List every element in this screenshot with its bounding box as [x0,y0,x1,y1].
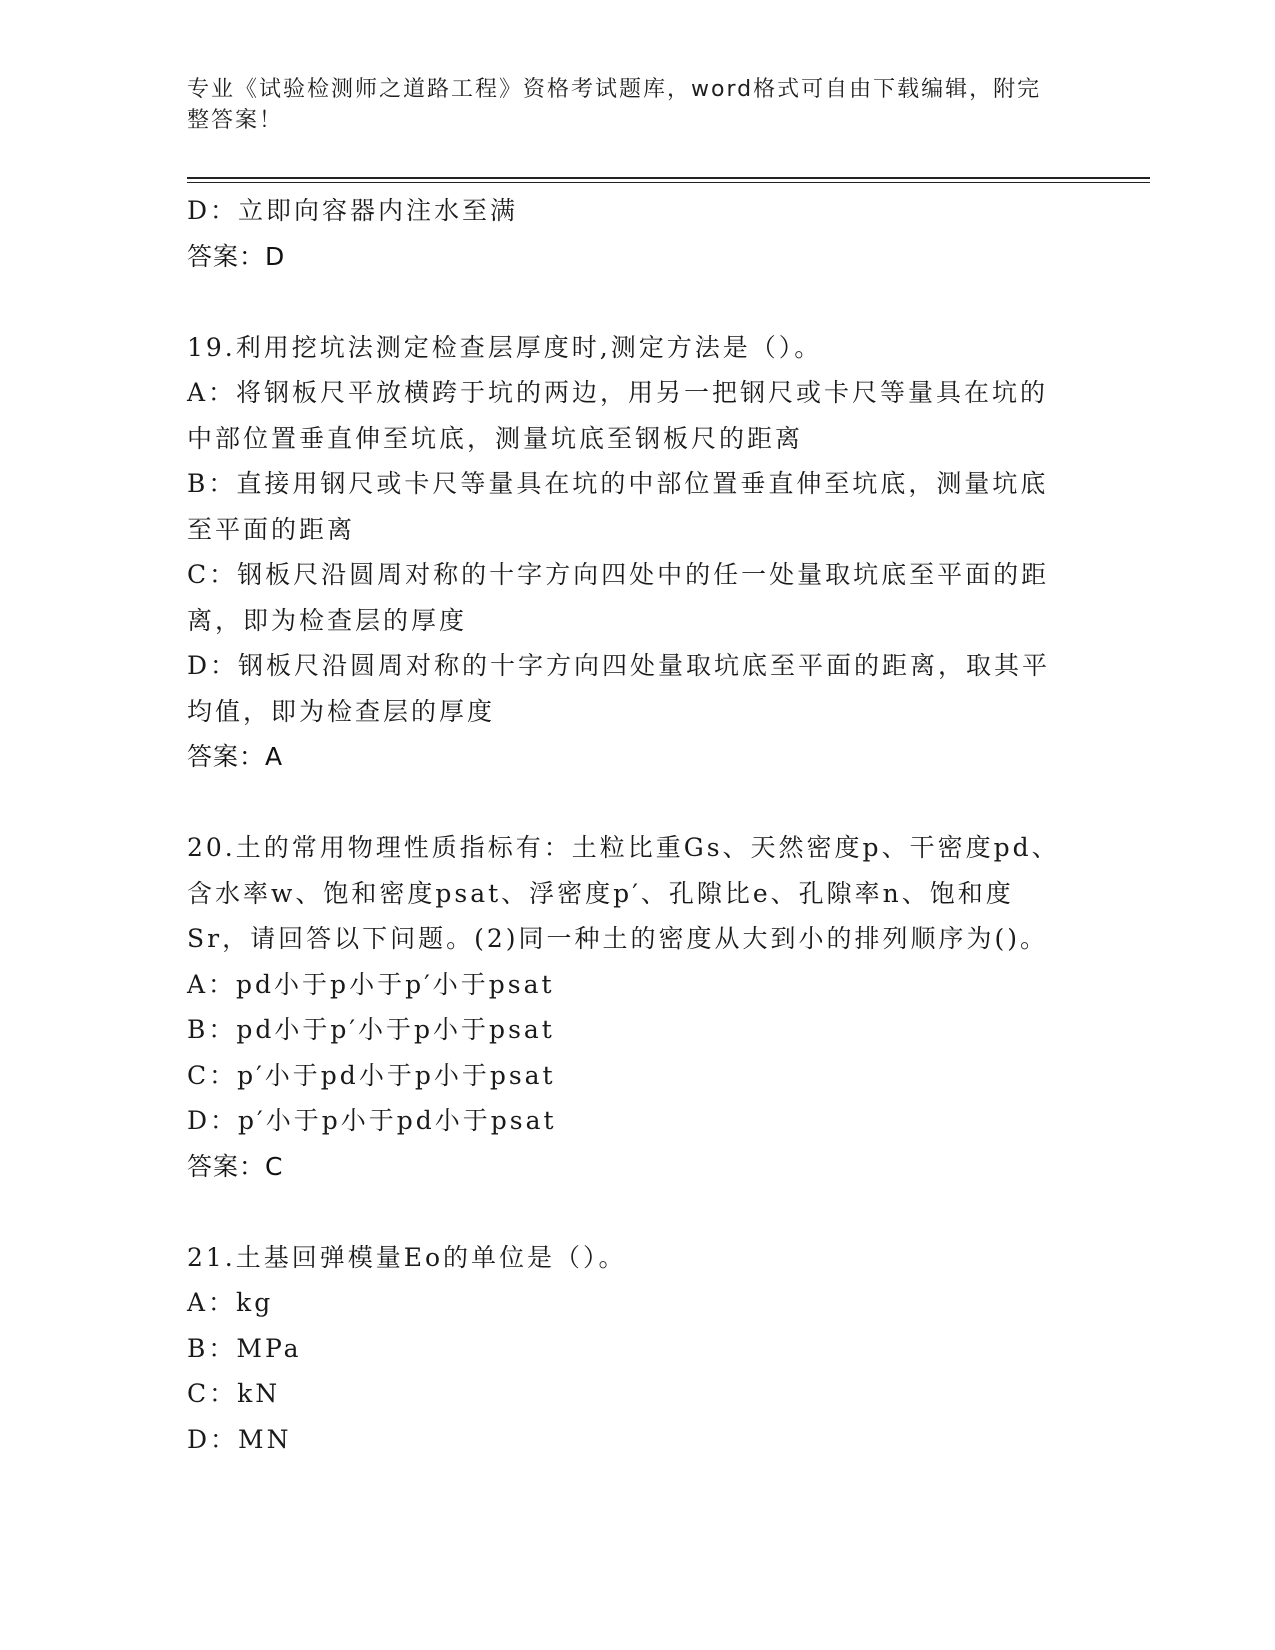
q19-option-b-line-2: 至平面的距离 [187,514,356,544]
q19-option-a-line-2: 中部位置垂直伸至坑底，测量坑底至钢板尺的距离 [187,423,804,453]
q21-stem: 21.土基回弹模量Eo的单位是（）。 [187,1242,627,1272]
header-note [187,74,1067,136]
header-note-line-2: 整答案！ [187,108,284,133]
question-body [187,188,1087,1462]
q20-option-d: D：p′小于p小于pd小于psat [187,1106,557,1135]
q21-option-c: C：kN [187,1379,281,1408]
q20-stem-line-2: 含水率w、饱和密度psat、浮密度p′、孔隙比e、孔隙率n、饱和度 [187,878,1014,908]
q19-option-d-line-2: 均值，即为检查层的厚度 [187,696,496,726]
q19-answer: 答案：A [187,742,284,771]
q20-option-c: C：p′小于pd小于p小于psat [187,1060,556,1090]
q19-option-d-line-1: D：钢板尺沿圆周对称的十字方向四处量取坑底至平面的距离，取其平 [187,651,1051,680]
q19-stem: 19.利用挖坑法测定检查层厚度时,测定方法是（）。 [187,332,823,362]
spacer [187,780,1087,826]
header-divider-thin [187,182,1150,183]
q19-option-b-line-1: B：直接用钢尺或卡尺等量具在坑的中部位置垂直伸至坑底，测量坑底 [187,469,1049,498]
header-divider-thick [187,177,1150,179]
q21-option-d: D：MN [187,1424,292,1454]
header-note-line-1: 专业《试验检测师之道路工程》资格考试题库，word格式可自由下载编辑，附完 [187,77,1042,102]
spacer [187,279,1087,325]
q20-stem-line-3: Sr，请回答以下问题。(2)同一种土的密度从大到小的排列顺序为()。 [187,924,1048,953]
q21-option-a: A：kg [187,1288,274,1317]
q18-option-d: D：立即向容器内注水至满 [187,196,519,225]
q18-answer: 答案：D [187,241,286,271]
spacer [187,1189,1087,1235]
q20-answer: 答案：C [187,1151,284,1181]
q19-option-a-line-1: A：将钢板尺平放横跨于坑的两边，用另一把钢尺或卡尺等量具在坑的 [187,378,1049,407]
q21-option-b: B：MPa [187,1333,302,1363]
q20-option-b: B：pd小于p′小于p小于psat [187,1015,555,1044]
q20-option-a: A：pd小于p小于p′小于psat [187,969,555,999]
q19-option-c-line-2: 离，即为检查层的厚度 [187,605,468,635]
q20-stem-line-1: 20.土的常用物理性质指标有：土粒比重Gs、天然密度p、干密度pd、 [187,833,1060,862]
q19-option-c-line-1: C：钢板尺沿圆周对称的十字方向四处中的任一处量取坑底至平面的距 [187,560,1050,589]
